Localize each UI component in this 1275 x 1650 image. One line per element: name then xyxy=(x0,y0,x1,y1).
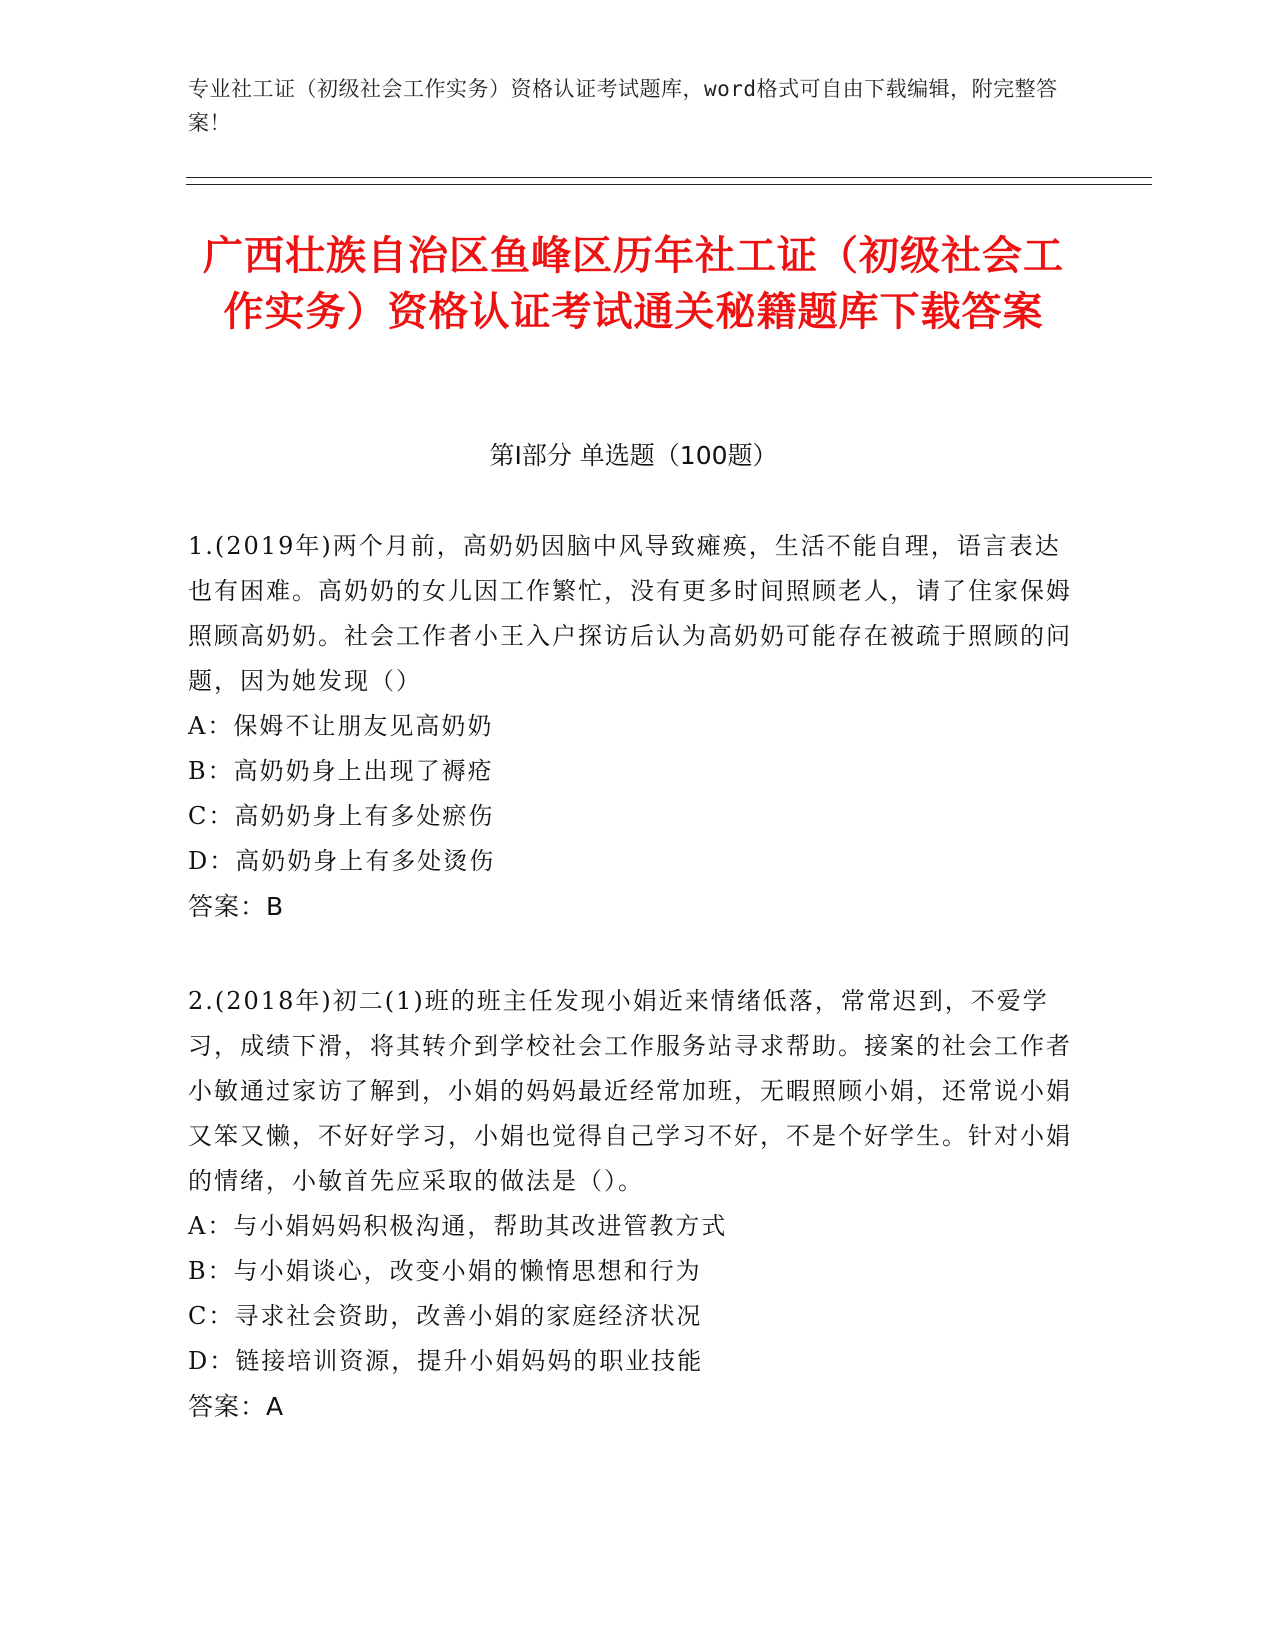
question-block xyxy=(188,979,1078,1429)
question-block xyxy=(188,524,1078,929)
option-b: B：高奶奶身上出现了褥疮 xyxy=(188,757,494,785)
option-c: C：高奶奶身上有多处瘀伤 xyxy=(188,802,495,830)
option-d: D：链接培训资源，提升小娟妈妈的职业技能 xyxy=(188,1347,704,1375)
header-divider-bottom xyxy=(186,184,1152,185)
option-b: B：与小娟谈心，改变小娟的懒惰思想和行为 xyxy=(188,1257,702,1285)
option-a: A：与小娟妈妈积极沟通，帮助其改进管教方式 xyxy=(188,1212,728,1240)
header-note: 专业社工证（初级社会工作实务）资格认证考试题库，word格式可自由下载编辑，附完整答案！ xyxy=(188,77,1058,135)
header-divider-top xyxy=(186,177,1152,178)
question-stem: 1.(2019年)两个月前，高奶奶因脑中风导致瘫痪，生活不能自理，语言表达也有困难。高奶奶的女儿因工作繁忙，没有更多时间照顾老人，请了住家保姆照顾高奶奶。社会工作者小王入户探访后认为高奶奶可能存在被疏于照顾的问题，因为她发现（） xyxy=(188,532,1072,695)
question-stem: 2.(2018年)初二(1)班的班主任发现小娟近来情绪低落，常常迟到，不爱学习，成绩下滑，将其转介到学校社会工作服务站寻求帮助。接案的社会工作者小敏通过家访了解到，小娟的妈妈最近经常加班，无暇照顾小娟，还常说小娟又笨又懒，不好好学习，小娟也觉得自己学习不好，不是个好学生。针对小娟的情绪，小敏首先应采取的做法是（）。 xyxy=(188,987,1072,1195)
answer-label: 答案：A xyxy=(188,1392,285,1421)
answer-label: 答案：B xyxy=(188,892,285,921)
option-a: A：保姆不让朋友见高奶奶 xyxy=(188,712,494,740)
section-title: 第Ⅰ部分 单选题（100题） xyxy=(489,441,778,470)
option-c: C：寻求社会资助，改善小娟的家庭经济状况 xyxy=(188,1302,703,1330)
option-d: D：高奶奶身上有多处烫伤 xyxy=(188,847,496,875)
document-title: 广西壮族自治区鱼峰区历年社工证（初级社会工作实务）资格认证考试通关秘籍题库下载答案 xyxy=(203,233,1064,335)
